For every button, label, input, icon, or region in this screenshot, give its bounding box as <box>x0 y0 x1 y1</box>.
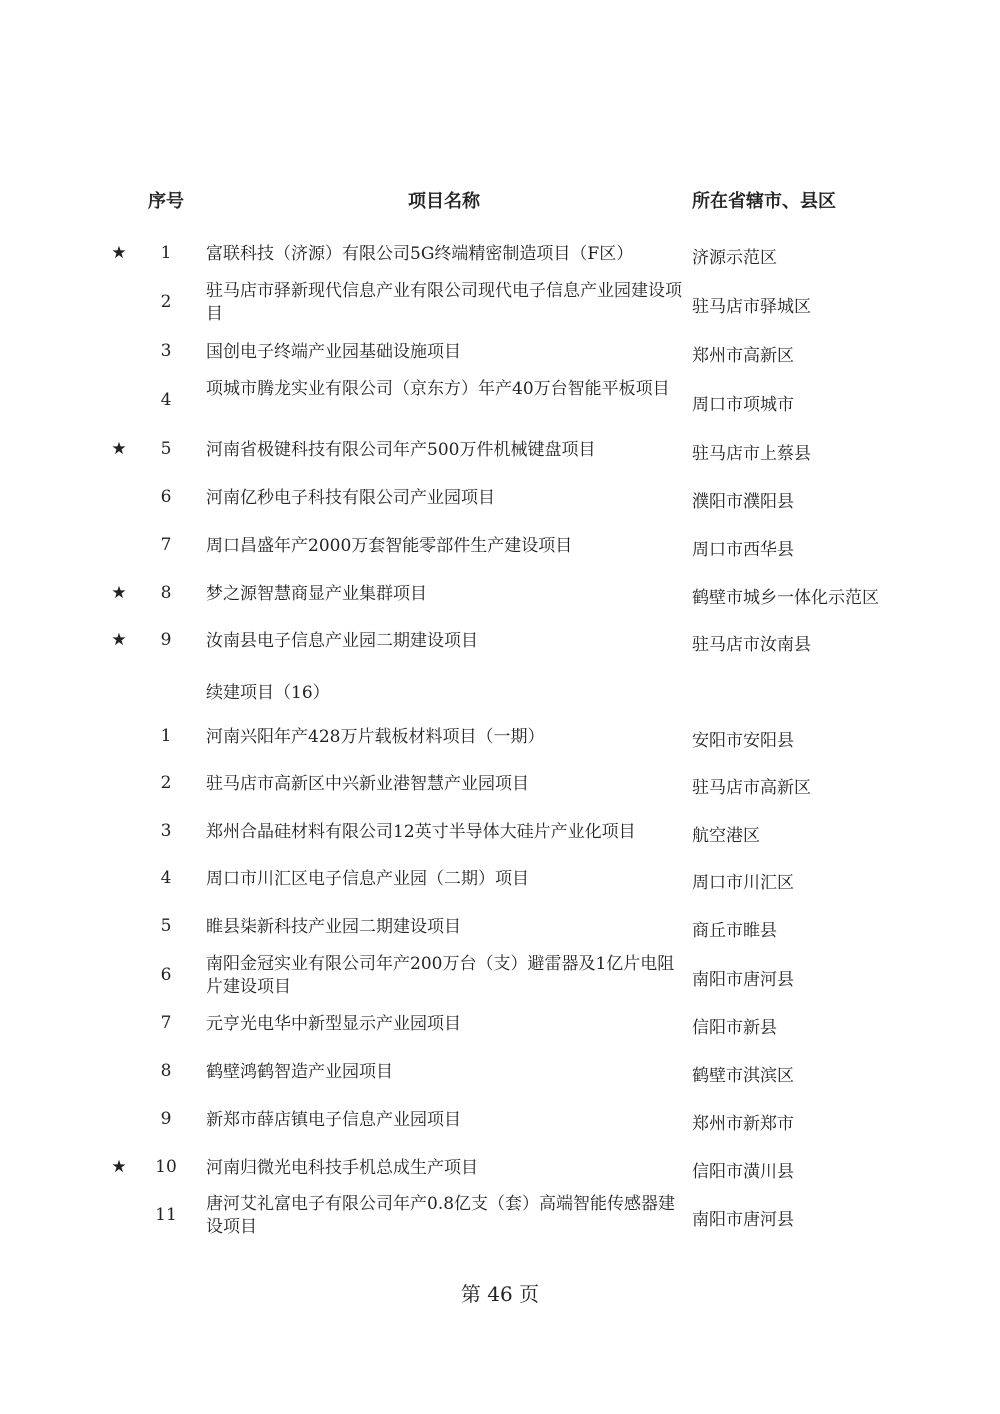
project-name: 河南归微光电科技手机总成生产项目 <box>206 1158 478 1178</box>
page-number: 第 46 页 <box>460 1282 540 1306</box>
row-number: 4 <box>160 868 172 888</box>
row-number: 9 <box>160 1109 172 1129</box>
row-number: 5 <box>160 916 172 936</box>
row-number: 2 <box>160 773 172 793</box>
row-number: 9 <box>160 630 172 650</box>
row-number: 3 <box>160 341 172 361</box>
project-name: 新郑市薛店镇电子信息产业园项目 <box>206 1110 461 1130</box>
row-number: 4 <box>160 390 172 410</box>
project-location: 驻马店市高新区 <box>692 778 811 798</box>
project-name: 梦之源智慧商显产业集群项目 <box>206 584 427 604</box>
project-location: 安阳市安阳县 <box>692 731 794 751</box>
row-number: 5 <box>160 439 172 459</box>
project-name: 驻马店市驿新现代信息产业有限公司现代电子信息产业园建设项目 <box>206 281 682 324</box>
row-number: 10 <box>155 1157 177 1177</box>
row-number: 1 <box>160 726 172 746</box>
project-location: 信阳市新县 <box>692 1018 777 1038</box>
project-location: 濮阳市濮阳县 <box>692 492 794 512</box>
project-name: 河南省极键科技有限公司年产500万件机械键盘项目 <box>206 440 596 460</box>
project-location: 济源示范区 <box>692 248 777 268</box>
row-number: 8 <box>160 1061 172 1081</box>
row-number: 3 <box>160 821 172 841</box>
project-location: 南阳市唐河县 <box>692 1210 794 1230</box>
row-number: 1 <box>160 243 172 263</box>
project-location: 周口市西华县 <box>692 540 794 560</box>
project-name: 富联科技（济源）有限公司5G终端精密制造项目（F区） <box>206 244 634 264</box>
project-name: 周口市川汇区电子信息产业园（二期）项目 <box>206 869 529 889</box>
project-name: 鹤壁鸿鹤智造产业园项目 <box>206 1062 393 1082</box>
header-location: 所在省辖市、县区 <box>692 191 836 212</box>
project-location: 郑州市高新区 <box>692 346 794 366</box>
project-location: 郑州市新郑市 <box>692 1114 794 1134</box>
star-marker: ★ <box>111 583 127 603</box>
star-marker: ★ <box>111 1157 127 1177</box>
project-location: 南阳市唐河县 <box>692 970 794 990</box>
project-name: 项城市腾龙实业有限公司（京东方）年产40万台智能平板项目 <box>206 379 670 399</box>
project-name: 河南兴阳年产428万片载板材料项目（一期） <box>206 727 545 747</box>
star-marker: ★ <box>111 630 127 650</box>
row-number: 11 <box>155 1205 177 1225</box>
project-location: 鹤壁市淇滨区 <box>692 1066 794 1086</box>
project-name: 南阳金冠实业有限公司年产200万台（支）避雷器及1亿片电阻片建设项目 <box>206 954 675 997</box>
project-name: 周口昌盛年产2000万套智能零部件生产建设项目 <box>206 536 573 556</box>
star-marker: ★ <box>111 439 127 459</box>
row-number: 7 <box>160 535 172 555</box>
header-name: 项目名称 <box>408 191 480 212</box>
project-location: 航空港区 <box>692 826 760 846</box>
project-location: 商丘市睢县 <box>692 921 777 941</box>
row-number: 2 <box>160 292 172 312</box>
project-location: 驻马店市汝南县 <box>692 635 811 655</box>
project-location: 鹤壁市城乡一体化示范区 <box>692 588 879 608</box>
project-name: 睢县柒新科技产业园二期建设项目 <box>206 917 461 937</box>
project-location: 周口市川汇区 <box>692 873 794 893</box>
project-location: 驻马店市上蔡县 <box>692 444 811 464</box>
project-location: 周口市项城市 <box>692 395 794 415</box>
project-location: 驻马店市驿城区 <box>692 297 811 317</box>
row-number: 8 <box>160 583 172 603</box>
project-name: 驻马店市高新区中兴新业港智慧产业园项目 <box>206 774 529 794</box>
header-seq: 序号 <box>148 191 184 212</box>
project-name: 河南亿秒电子科技有限公司产业园项目 <box>206 488 495 508</box>
section-label: 续建项目（16） <box>206 683 330 703</box>
project-name: 国创电子终端产业园基础设施项目 <box>206 342 461 362</box>
star-marker: ★ <box>111 243 127 263</box>
project-name: 唐河艾礼富电子有限公司年产0.8亿支（套）高端智能传感器建设项目 <box>206 1194 676 1237</box>
project-name: 郑州合晶硅材料有限公司12英寸半导体大硅片产业化项目 <box>206 822 636 842</box>
row-number: 6 <box>160 487 172 507</box>
row-number: 6 <box>160 965 172 985</box>
row-number: 7 <box>160 1013 172 1033</box>
project-name: 汝南县电子信息产业园二期建设项目 <box>206 631 478 651</box>
project-location: 信阳市潢川县 <box>692 1162 794 1182</box>
project-name: 元亨光电华中新型显示产业园项目 <box>206 1014 461 1034</box>
